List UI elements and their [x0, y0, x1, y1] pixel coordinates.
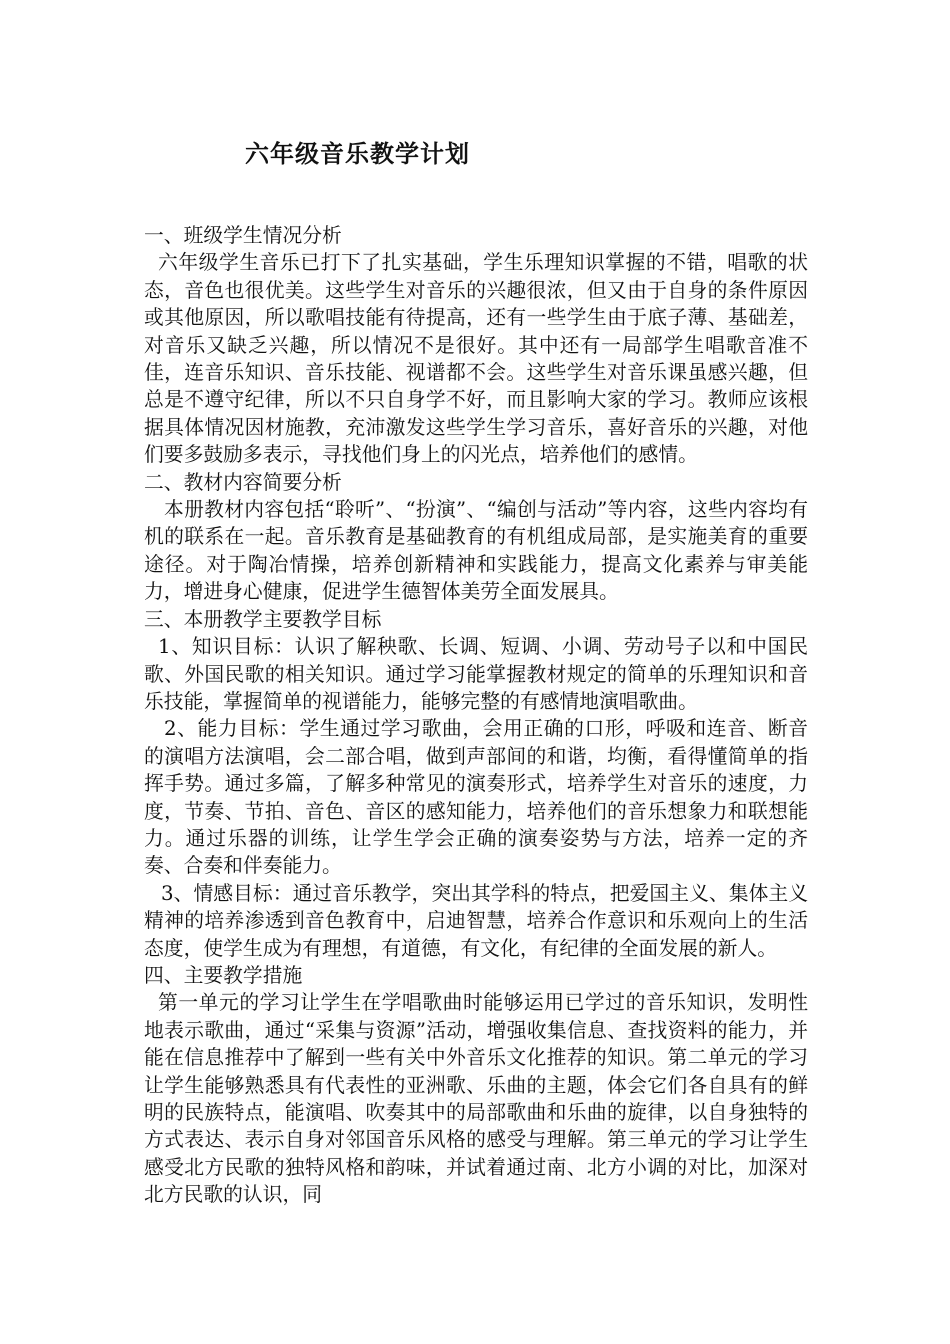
section-1-paragraph: 六年级学生音乐已打下了扎实基础，学生乐理知识掌握的不错，唱歌的状态，音色也很优美。这些学生对音乐的兴趣很浓，但又由于自身的条件原因或其他原因，所以歌唱技能有待提高，还有一些学生由于底子薄、基础差，对音乐又缺乏兴趣，所以情况不是很好。其中还有一局部学生唱歌音准不佳，连音乐知识、音乐技能、视谱都不会。这些学生对音乐课虽感兴趣，但总是不遵守纪律，所以不只自身学不好，而且影响大家的学习。教师应该根据具体情况因材施教，充沛激发这些学生学习音乐，喜好音乐的兴趣，对他们要多鼓励多表示，寻找他们身上的闪光点，培养他们的感情。 — [144, 251, 808, 467]
section-heading-3: 三、本册教学主要教学目标 — [144, 607, 382, 631]
section-2-paragraph: 本册教材内容包括“聆听”、“扮演”、“编创与活动”等内容，这些内容均有机的联系在一起。音乐教育是基础教育的有机组成局部，是实施美育的重要途径。对于陶冶情操，培养创新精神和实践能力，提高文化素养与审美能力，增进身心健康，促进学生德智体美劳全面发展具。 — [144, 498, 808, 604]
document-title: 六年级音乐教学计划 — [245, 139, 470, 168]
document-body — [144, 222, 808, 1209]
section-heading-2: 二、教材内容简要分析 — [144, 470, 342, 494]
emotion-goal-paragraph: 3、情感目标：通过音乐教学，突出其学科的特点，把爱国主义、集体主义精神的培养渗透到音色教育中，启迪智慧，培养合作意识和乐观向上的生活态度，使学生成为有理想，有道德，有文化，有纪律的全面发展的新人。 — [144, 881, 808, 960]
section-heading-1: 一、班级学生情况分析 — [144, 224, 342, 247]
knowledge-goal-paragraph: 1、知识目标：认识了解秧歌、长调、短调、小调、劳动号子以和中国民歌、外国民歌的相关知识。通过学习能掌握教材规定的简单的乐理知识和音乐技能，掌握简单的视谱能力，能够完整的有感情地演唱歌曲。 — [144, 635, 808, 713]
ability-goal-paragraph: 2、能力目标：学生通过学习歌曲，会用正确的口形，呼吸和连音、断音的演唱方法演唱，会二部合唱，做到声部间的和谐，均衡，看得懂简单的指挥手势。通过多篇，了解多种常见的演奏形式，培养学生对音乐的速度，力度，节奏、节拍、音色、音区的感知能力，培养他们的音乐想象力和联想能力。通过乐器的训练，让学生学会正确的演奏姿势与方法，培养一定的齐奏、合奏和伴奏能力。 — [144, 717, 808, 878]
section-heading-4: 四、主要教学措施 — [144, 963, 303, 987]
section-4-paragraph: 第一单元的学习让学生在学唱歌曲时能够运用已学过的音乐知识，发明性地表示歌曲，通过“采集与资源”活动，增强收集信息、查找资料的能力，并能在信息推荐中了解到一些有关中外音乐文化推荐的知识。第二单元的学习让学生能够熟悉具有代表性的亚洲歌、乐曲的主题，体会它们各自具有的鲜明的民族特点，能演唱、吹奏其中的局部歌曲和乐曲的旋律，以自身独特的方式表达、表示自身对邻国音乐风格的感受与理解。第三单元的学习让学生感受北方民歌的独特风格和韵味，并试着通过南、北方小调的对比，加深对北方民歌的认识，同 — [144, 991, 808, 1207]
